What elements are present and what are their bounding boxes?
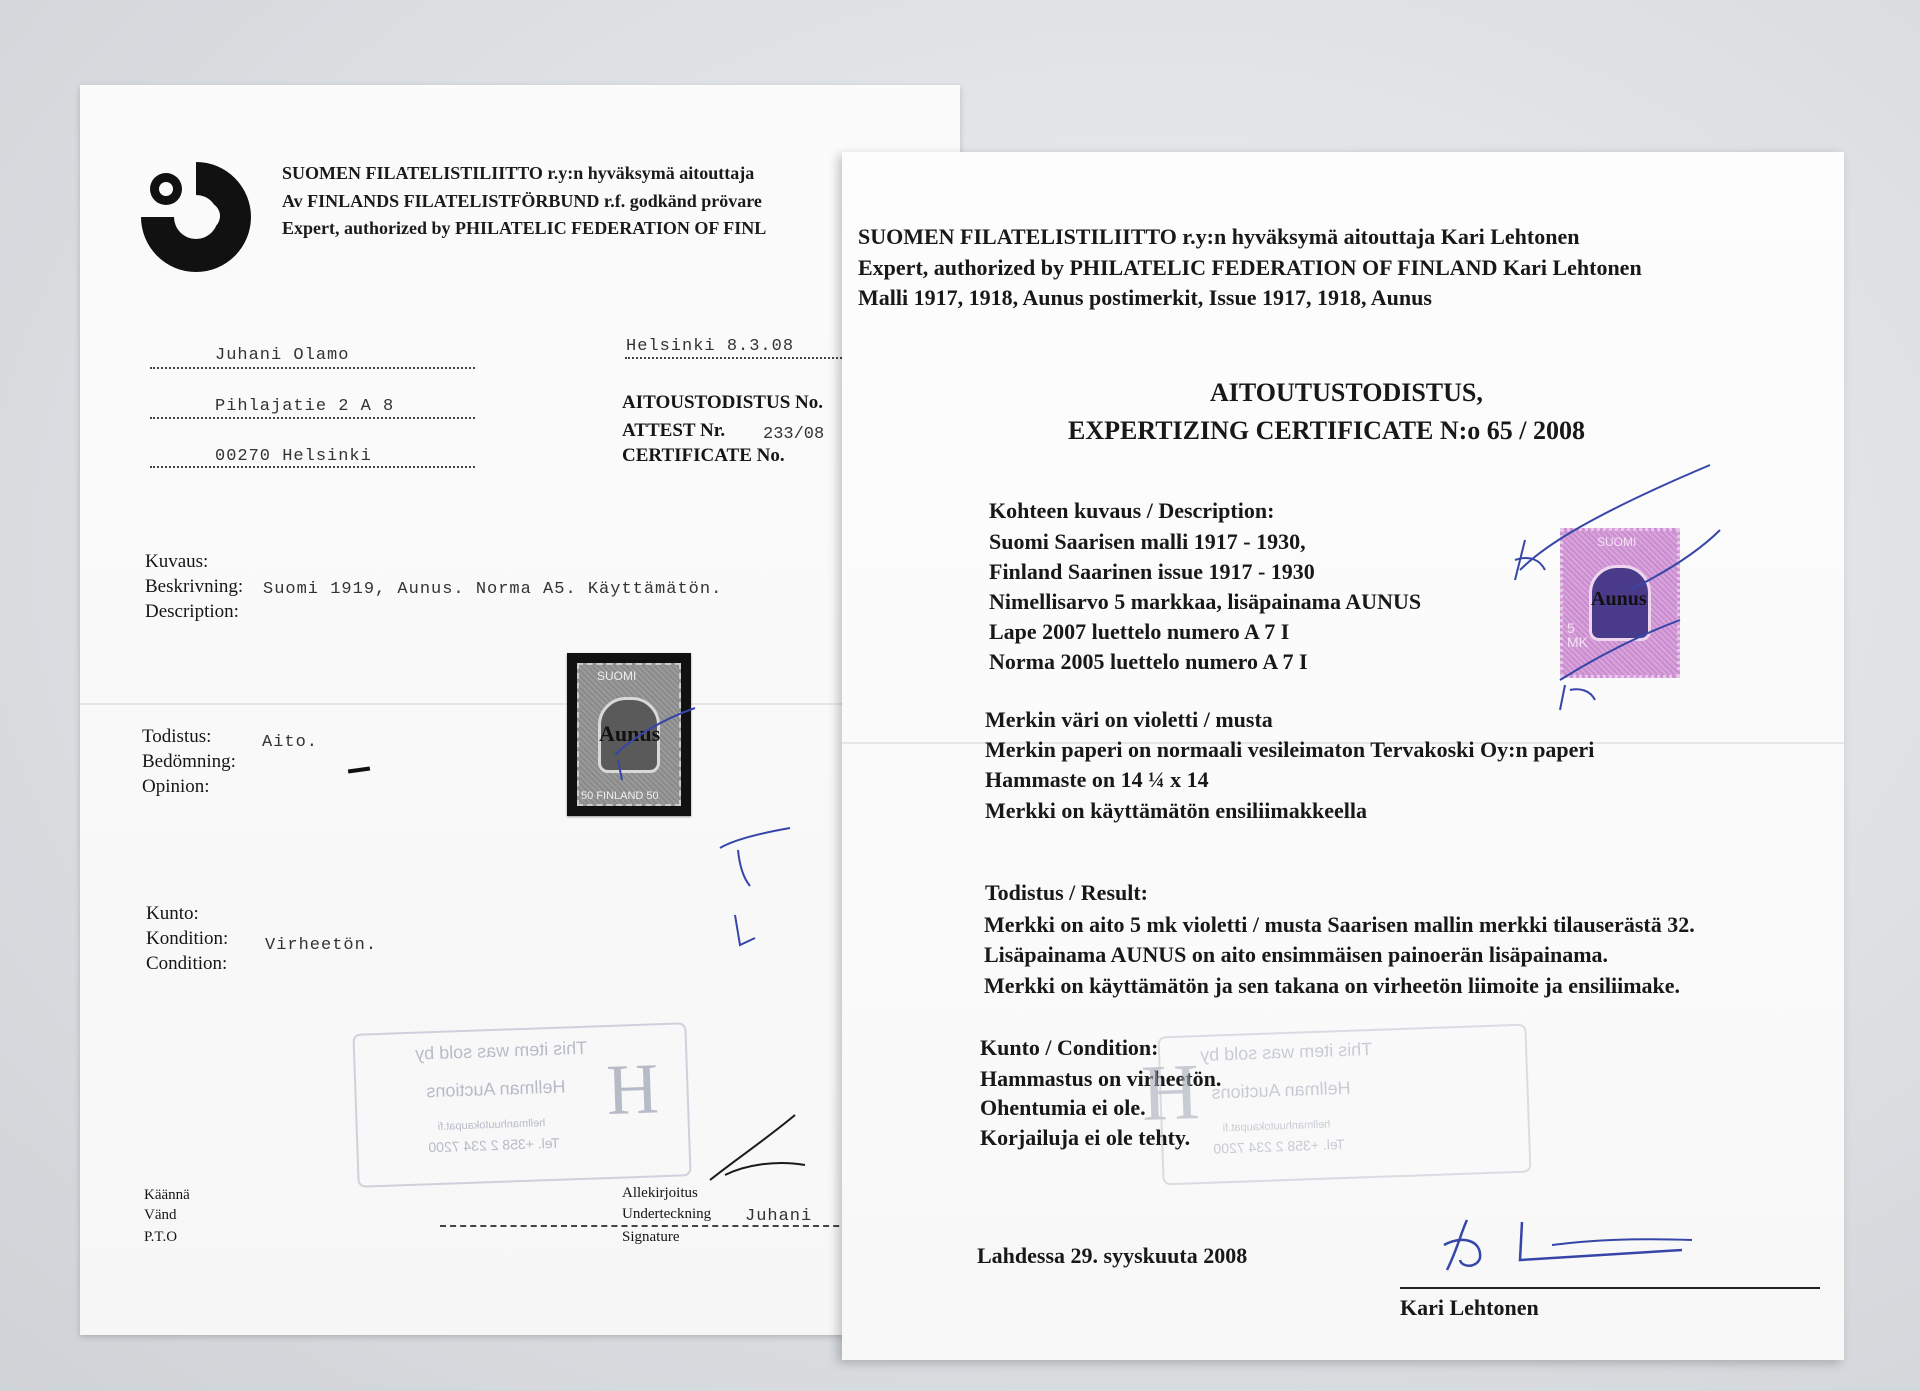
desc-line-2: Suomi Saarisen malli 1917 - 1930,	[989, 529, 1306, 554]
condition-label-3: Condition:	[146, 953, 228, 974]
opinion-label-1: Todistus:	[142, 726, 212, 747]
detail-line-4: Merkki on käyttämätön ensiliimakkeella	[985, 798, 1367, 823]
ink-mark	[348, 766, 370, 773]
condition-line-1: Kunto / Condition:	[980, 1035, 1159, 1060]
condition-line-4: Korjailuja ei ole tehty.	[980, 1125, 1191, 1150]
detail-line-3: Hammaste on 14 ¼ x 14	[985, 767, 1209, 792]
pto-label-3: P.T.O	[144, 1229, 178, 1245]
seal-line-4: Tel. +358 2 234 7200	[428, 1134, 560, 1156]
result-line-1: Todistus / Result:	[985, 880, 1149, 905]
desc-line-5: Lape 2007 luettelo numero A 7 I	[989, 619, 1290, 644]
left-header-line-3: Expert, authorized by PHILATELIC FEDERATION OF FINL	[282, 218, 767, 238]
owner-name-line	[150, 367, 475, 369]
condition-line-3: Ohentumia ei ole.	[980, 1095, 1146, 1120]
cert-label-2: ATTEST Nr.	[622, 420, 726, 441]
right-header-line-2: Expert, authorized by PHILATELIC FEDERATION OF FINLAND Kari Lehtonen	[858, 255, 1642, 280]
pto-label-2: Vänd	[144, 1207, 177, 1223]
result-line-4: Merkki on käyttämätön ja sen takana on virheetön liimoite ja ensiliimake.	[984, 973, 1681, 998]
seal-line-4: Tel. +358 2 234 7200	[1213, 1136, 1345, 1157]
result-line-3: Lisäpainama AUNUS on aito ensimmäisen painoerän lisäpainama.	[984, 942, 1609, 967]
signature-label-1: Allekirjoitus	[622, 1185, 698, 1201]
left-expert-mark	[600, 700, 800, 960]
left-header-line-2: Av FINLANDS FILATELISTFÖRBUND r.f. godkänd prövare	[282, 191, 762, 211]
right-expert-mark	[1500, 460, 1740, 740]
condition-value: Virheetön.	[265, 936, 378, 955]
right-place-date: Lahdessa 29. syyskuuta 2008	[977, 1243, 1248, 1268]
condition-line-2: Hammastus on virheetön.	[980, 1066, 1222, 1091]
cert-label-3: CERTIFICATE No.	[622, 445, 785, 466]
owner-postal: 00270 Helsinki	[215, 447, 372, 466]
seal-line-1: This item was sold by	[1199, 1039, 1373, 1066]
left-certificate	[80, 85, 960, 1335]
right-certificate	[842, 152, 1844, 1360]
desc-line-3: Finland Saarinen issue 1917 - 1930	[989, 559, 1315, 584]
detail-line-1: Merkin väri on violetti / musta	[985, 707, 1273, 732]
place-date: Helsinki 8.3.08	[626, 337, 795, 356]
pto-label-1: Käännä	[144, 1187, 190, 1203]
signer-name: Kari Lehtonen	[1400, 1295, 1539, 1320]
federation-logo	[136, 157, 256, 277]
desc-label-1: Kuvaus:	[145, 551, 209, 572]
signature-label-3: Signature	[622, 1229, 680, 1245]
seal-line-2: Hellman Auctions	[1211, 1077, 1351, 1103]
seal-line-1: This item was sold by	[414, 1037, 588, 1064]
opinion-label-3: Opinion:	[142, 776, 210, 797]
opinion-value: Aito.	[262, 733, 319, 752]
right-stamp-top-text: SUOMI	[1597, 535, 1637, 549]
desc-label-2: Beskrivning:	[145, 576, 244, 597]
seal-line-3: hellmanhuutokaupat.fi	[1222, 1118, 1331, 1135]
owner-street-line	[150, 417, 475, 419]
signature-label-2: Underteckning	[622, 1206, 712, 1222]
signature-value: Juhani	[745, 1207, 813, 1226]
left-stamp-top-text: SUOMI	[597, 669, 637, 683]
right-stamp-value: 5 MK	[1567, 620, 1588, 650]
seal-monogram: H	[1139, 1048, 1201, 1139]
right-header-line-3: Malli 1917, 1918, Aunus postimerkit, Issue 1917, 1918, Aunus	[858, 285, 1432, 310]
detail-line-2: Merkin paperi on normaali vesileimaton Tervakoski Oy:n paperi	[985, 737, 1595, 762]
seal-line-3: hellmanhuutokaupat.fi	[437, 1117, 546, 1133]
cert-number: 233/08	[763, 425, 825, 444]
signer-line	[1400, 1287, 1820, 1289]
auction-seal	[352, 1022, 691, 1188]
desc-line-6: Norma 2005 luettelo numero A 7 I	[989, 649, 1308, 674]
owner-name: Juhani Olamo	[215, 346, 350, 365]
owner-postal-line	[150, 466, 475, 468]
right-header-line-1: SUOMEN FILATELISTILIITTO r.y:n hyväksymä aitouttaja Kari Lehtonen	[858, 224, 1580, 249]
right-stamp-overprint: Aunus	[1591, 588, 1647, 610]
left-stamp-bottom-text: 50 FINLAND 50	[581, 790, 659, 802]
desc-line-1: Kohteen kuvaus / Description:	[989, 498, 1275, 523]
left-signature-scribble	[705, 1110, 815, 1190]
seal-monogram: H	[605, 1048, 660, 1131]
fold-line	[80, 703, 960, 705]
description-value: Suomi 1919, Aunus. Norma A5. Käyttämätön.	[263, 580, 723, 599]
desc-line-4: Nimellisarvo 5 markkaa, lisäpainama AUNUS	[989, 589, 1422, 614]
owner-street: Pihlajatie 2 A 8	[215, 397, 395, 416]
desc-label-3: Description:	[145, 601, 239, 622]
opinion-label-2: Bedömning:	[142, 751, 236, 772]
auction-seal	[1139, 1024, 1532, 1186]
cert-title-1: AITOUTUSTODISTUS,	[1210, 378, 1483, 407]
seal-line-2: Hellman Auctions	[426, 1076, 566, 1102]
condition-label-1: Kunto:	[146, 903, 199, 924]
result-line-2: Merkki on aito 5 mk violetti / musta Saarisen mallin merkki tilauserästä 32.	[984, 912, 1695, 937]
left-stamp-overprint: Aunus	[599, 721, 661, 746]
right-signature	[1432, 1210, 1702, 1280]
left-header-line-1: SUOMEN FILATELISTILIITTO r.y:n hyväksymä aitouttaja	[282, 163, 755, 183]
condition-label-2: Kondition:	[146, 928, 229, 949]
cert-title-2: EXPERTIZING CERTIFICATE N:o 65 / 2008	[1068, 416, 1586, 445]
cert-label-1: AITOUSTODISTUS No.	[622, 392, 823, 413]
